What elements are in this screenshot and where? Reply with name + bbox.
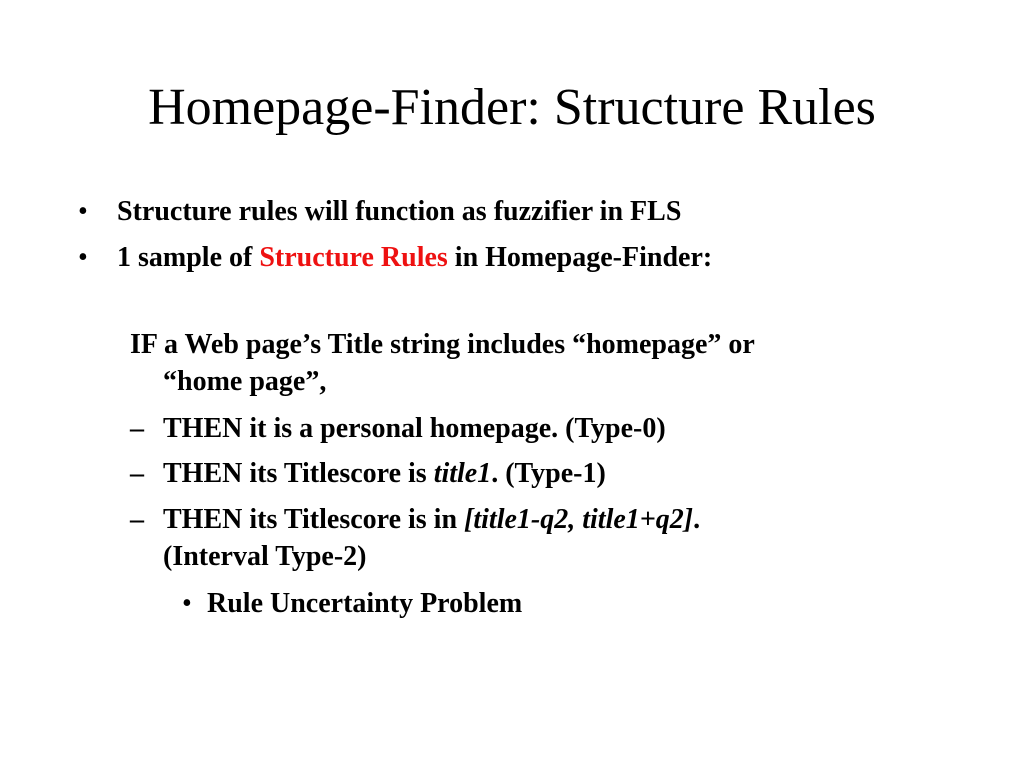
then-text: THEN it is a personal homepage. (Type-0) (163, 413, 666, 444)
bullet-text: Structure rules will function as fuzzifier in FLS (117, 196, 682, 227)
then-text-before: THEN its Titlescore is in (163, 504, 465, 535)
dash-marker: – (130, 458, 144, 489)
then-text (163, 455, 606, 492)
then-item (130, 501, 950, 575)
rule-if-line2: “home page”, (163, 366, 327, 397)
rule-if-line1: IF a Web page’s Title string includes “homepage” or (130, 329, 755, 360)
then-text (163, 501, 700, 538)
rule-if-clause (130, 326, 930, 400)
then-text-italic: title1 (433, 458, 492, 489)
bullet-item (78, 192, 978, 232)
dash-marker: – (130, 504, 144, 535)
bullet-text (117, 238, 712, 278)
then-text-after: . (Type-1) (491, 458, 606, 489)
then-item (130, 455, 950, 492)
then-text-after: . (693, 504, 701, 535)
then-text-before: THEN its Titlescore is (163, 458, 434, 489)
highlight-structure-rules: Structure Rules (259, 242, 448, 273)
then-text-line2: (Interval Type-2) (163, 541, 367, 572)
slide-title: Homepage-Finder: Structure Rules (148, 79, 876, 136)
bullet-text-before: 1 sample of (117, 242, 260, 273)
bullet-marker: • (78, 196, 88, 227)
dash-marker: – (130, 413, 144, 444)
bullet-item (78, 238, 978, 278)
sub-bullet-text: Rule Uncertainty Problem (207, 588, 523, 619)
then-item (130, 410, 950, 447)
then-text-italic: [title1-q2, title1+q2] (464, 504, 694, 535)
bullet-text-after: in Homepage-Finder: (447, 242, 713, 273)
bullet-marker: • (78, 242, 88, 273)
sub-bullet-marker: • (182, 588, 192, 619)
